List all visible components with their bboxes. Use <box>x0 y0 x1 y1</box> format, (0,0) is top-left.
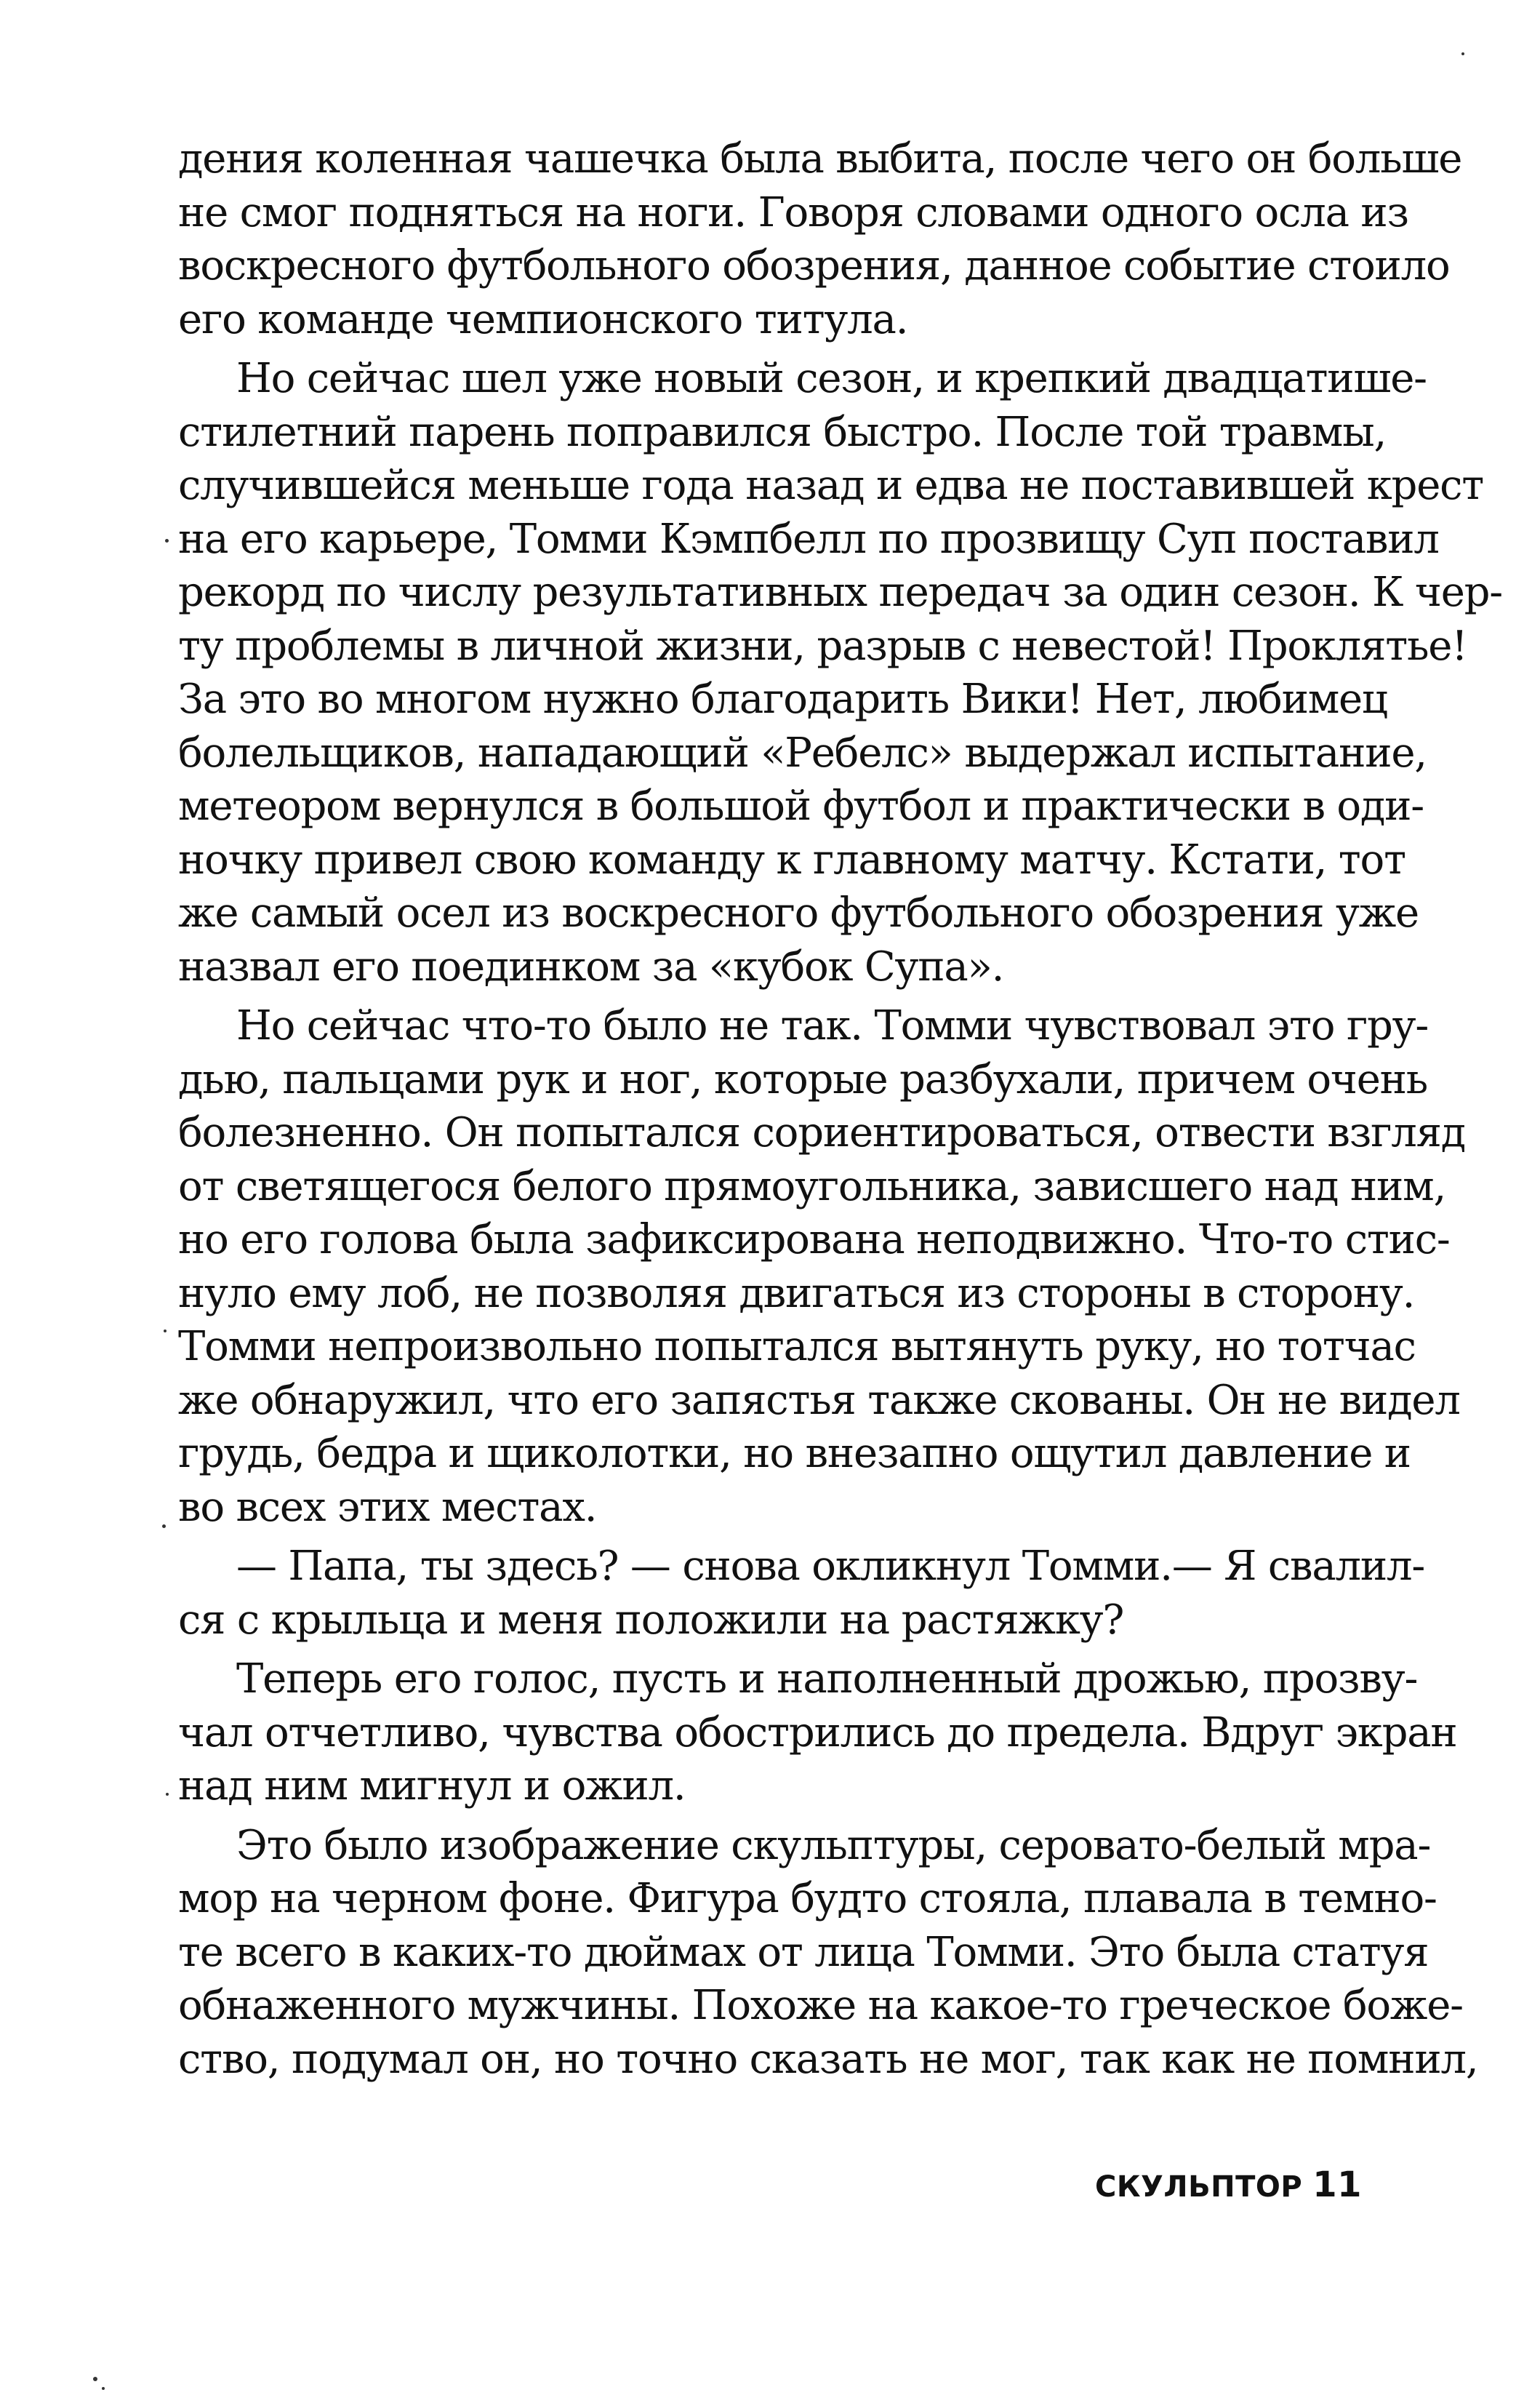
text-line: грудь, бедра и щиколотки, но внезапно ощутил давление и <box>178 1430 1411 1477</box>
scan-speck <box>1461 52 1464 55</box>
text-line: над ним мигнул и ожил. <box>178 1762 686 1810</box>
text-line: назвал его поединком за «кубок Супа». <box>178 943 1004 991</box>
page-number: 11 <box>1312 2164 1362 2205</box>
paragraph-gap <box>178 1813 1342 1819</box>
text-line: обнаженного мужчины. Похоже на какое-то греческое боже- <box>178 1982 1463 2029</box>
text-line: Но сейчас что-то было не так. Томми чувствовал это гру- <box>236 1002 1429 1049</box>
text-line: За это во многом нужно благодарить Вики! Нет, любимец <box>178 676 1387 723</box>
text-line: — Папа, ты здесь? — снова окликнул Томми.— Я свалил- <box>236 1543 1425 1590</box>
running-footer <box>1095 2164 1362 2208</box>
scan-speck <box>102 2387 105 2390</box>
text-line: нуло ему лоб, не позволяя двигаться из стороны в сторону. <box>178 1269 1415 1317</box>
text-line: Но сейчас шел уже новый сезон, и крепкий двадцатише- <box>236 355 1427 402</box>
text-line: болельщиков, нападающий «Ребелс» выдержал испытание, <box>178 729 1427 777</box>
text-line: Томми непроизвольно попытался вытянуть руку, но тотчас <box>178 1323 1416 1370</box>
text-line: чал отчетливо, чувства обострились до предела. Вдруг экран <box>178 1708 1457 1756</box>
text-line: Теперь его голос, пусть и наполненный дрожью, прозву- <box>236 1655 1418 1703</box>
text-line: метеором вернулся в большой футбол и практически в оди- <box>178 783 1424 830</box>
text-line: те всего в каких-то дюймах от лица Томми. Это была статуя <box>178 1928 1429 1976</box>
body-text <box>178 132 1503 2086</box>
text-line: но его голова была зафиксирована неподвижно. Что-то стис- <box>178 1216 1450 1263</box>
text-line: не смог подняться на ноги. Говоря словами одного осла из <box>178 188 1408 236</box>
text-line: его команде чемпионского титула. <box>178 295 908 343</box>
text-line: ту проблемы в личной жизни, разрыв с невестой! Проклятье! <box>178 622 1467 670</box>
text-line: стилетний парень поправился быстро. После той травмы, <box>178 408 1387 456</box>
text-line: Это было изображение скульптуры, серовато-белый мра- <box>236 1821 1431 1869</box>
text-line: на его карьере, Томми Кэмпбелл по прозвищу Суп поставил <box>178 515 1439 563</box>
text-line: от светящегося белого прямоугольника, зависшего над ним, <box>178 1162 1446 1210</box>
text-line: дения коленная чашечка была выбита, после чего он больше <box>178 135 1462 183</box>
paragraph-gap <box>178 1534 1342 1540</box>
scan-speck <box>93 2377 97 2381</box>
scan-speck <box>162 1524 166 1528</box>
scan-speck <box>165 539 169 543</box>
text-line: случившейся меньше года назад и едва не поставившей крест <box>178 462 1484 509</box>
text-line: же обнаружил, что его запястья также скованы. Он не видел <box>178 1376 1460 1424</box>
paragraph-gap <box>178 346 1342 352</box>
text-line: болезненно. Он попытался сориентироваться, отвести взгляд <box>178 1109 1466 1156</box>
scan-speck <box>164 1330 167 1332</box>
text-line: мор на черном фоне. Фигура будто стояла, плавала в темно- <box>178 1875 1437 1922</box>
text-line: же самый осел из воскресного футбольного обозрения уже <box>178 889 1419 937</box>
book-title: СКУЛЬПТОР <box>1095 2170 1303 2204</box>
paragraph-gap <box>178 993 1342 999</box>
text-line: воскресного футбольного обозрения, данное событие стоило <box>178 242 1450 289</box>
paragraph-gap <box>178 1647 1342 1652</box>
text-line: во всех этих местах. <box>178 1483 597 1531</box>
text-line: ночку привел свою команду к главному матчу. Кстати, тот <box>178 836 1405 884</box>
text-line: ство, подумал он, но точно сказать не мог, так как не помнил, <box>178 2035 1478 2083</box>
text-line: ся с крыльца и меня положили на растяжку? <box>178 1596 1124 1644</box>
text-line: рекорд по числу результативных передач за один сезон. К чер- <box>178 569 1503 616</box>
text-line: дью, пальцами рук и ног, которые разбухали, причем очень <box>178 1055 1428 1103</box>
scan-speck <box>166 1793 169 1796</box>
